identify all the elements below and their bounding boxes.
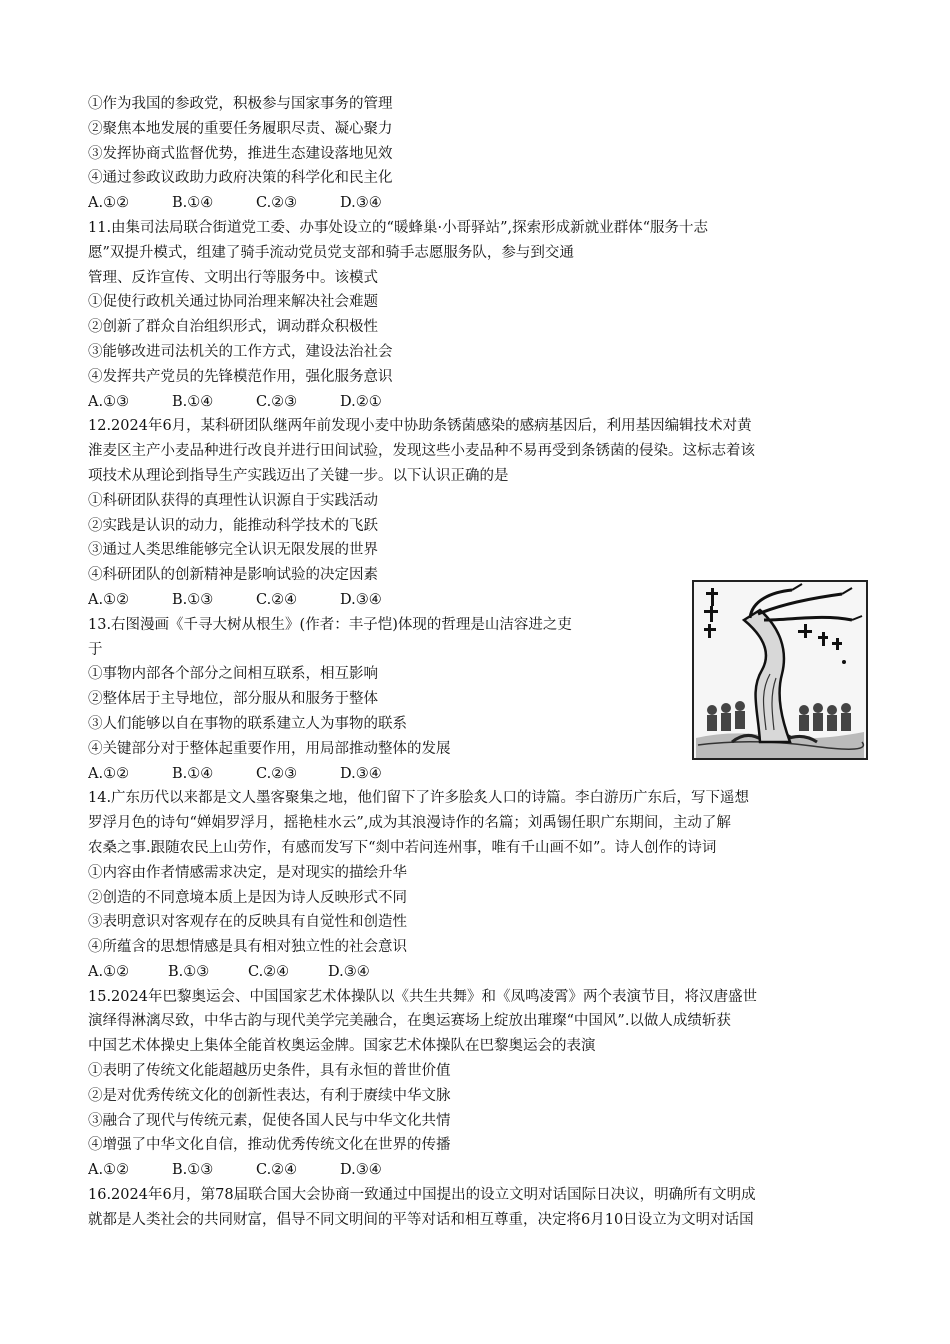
q13-option-a: A.①② — [88, 765, 130, 782]
q11-item-4: ④发挥共产党员的先锋模范作用，强化服务意识 — [88, 368, 393, 385]
q15-item-1: ①表明了传统文化能超越历史条件，具有永恒的普世价值 — [88, 1063, 451, 1080]
q10-options — [88, 191, 868, 216]
q13-option-c: C.②③ — [256, 765, 298, 782]
q11-stem-1: 11.由集司法局联合街道党工委、办事处设立的“暖蜂巢·小哥驿站”,探索形成新就业群体“服务十志 — [88, 219, 709, 236]
cartoon-tree-illustration — [692, 580, 868, 760]
q13-options — [88, 762, 678, 787]
q14-stem-1: 14.广东历代以来都是文人墨客聚集之地，他们留下了许多脍炙人口的诗篇。李白游历广东后，写下遥想 — [88, 790, 750, 807]
tree-cartoon-svg — [692, 580, 868, 760]
q13-option-d: D.③④ — [340, 765, 382, 782]
question-14 — [88, 786, 868, 984]
q12-stem-2: 淮麦区主产小麦品种进行改良并进行田间试验，发现这些小麦品种不易再受到条锈菌的侵染。这标志着该 — [88, 443, 755, 460]
question-11 — [88, 216, 868, 414]
question-15 — [88, 985, 868, 1183]
q15-item-3: ③融合了现代与传统元素，促使各国人民与中华文化共情 — [88, 1112, 451, 1129]
q12-item-1: ①科研团队获得的真理性认识源自于实践活动 — [88, 492, 378, 509]
q11-options — [88, 390, 868, 415]
q12-stem-3: 项技术从理论到指导生产实践迈出了关键一步。以下认识正确的是 — [88, 467, 509, 484]
q13-item-1: ①事物内部各个部分之间相互联系，相互影响 — [88, 666, 378, 683]
q14-item-3: ③表明意识对客观存在的反映具有自觉性和创造性 — [88, 914, 407, 931]
q13-stem-1: 13.右图漫画《千寻大树从根生》(作者：丰子恺)体现的哲理是山洁容进之吏 — [88, 616, 572, 633]
q14-item-1: ①内容由作者情感需求决定，是对现实的描绘升华 — [88, 864, 407, 881]
q14-item-4: ④所蕴含的思想情感是具有相对独立性的社会意识 — [88, 939, 407, 956]
q13-item-2: ②整体居于主导地位，部分服从和服务于整体 — [88, 691, 378, 708]
q15-option-c: C.②④ — [256, 1162, 298, 1179]
q15-option-d: D.③④ — [340, 1162, 382, 1179]
q10-option-d: D.③④ — [340, 195, 382, 212]
q11-stem-2: 愿”双提升模式，组建了骑手流动党员党支部和骑手志愿服务队，参与到交通 — [88, 244, 574, 261]
q15-option-a: A.①② — [88, 1162, 130, 1179]
q10-items — [88, 92, 868, 216]
q14-stem-3: 农桑之事.跟随农民上山劳作，有感而发写下“剡中若问连州事，唯有千山画不如”。诗人创作的诗词 — [88, 839, 717, 856]
q11-option-c: C.②③ — [256, 393, 298, 410]
q16-stem-2: 就都是人类社会的共同财富，倡导不同文明间的平等对话和相互尊重，决定将6月10日设立为文明对话国 — [88, 1211, 754, 1228]
q10-option-c: C.②③ — [256, 195, 298, 212]
q15-option-b: B.①③ — [172, 1162, 214, 1179]
q13-stem-2: 于 — [88, 641, 103, 658]
q15-stem-1: 15.2024年巴黎奥运会、中国国家艺术体操队以《共生共舞》和《凤鸣凌霄》两个表演节目，将汉唐盛世 — [88, 988, 757, 1005]
q12-option-a: A.①② — [88, 591, 130, 608]
q11-option-a: A.①③ — [88, 393, 130, 410]
q10-item-2: ②聚焦本地发展的重要任务履职尽责、凝心聚力 — [88, 120, 393, 137]
q15-stem-3: 中国艺术体操史上集体全能首枚奥运金牌。国家艺术体操队在巴黎奥运会的表演 — [88, 1038, 596, 1055]
q11-stem-3: 管理、反诈宣传、文明出行等服务中。该模式 — [88, 269, 378, 286]
q12-item-3: ③通过人类思维能够完全认识无限发展的世界 — [88, 542, 378, 559]
q12-option-c: C.②④ — [256, 591, 298, 608]
q14-option-a: A.①② — [88, 963, 130, 980]
q11-option-d: D.②① — [340, 393, 382, 410]
q14-options — [88, 960, 868, 985]
q12-option-b: B.①③ — [172, 591, 214, 608]
q15-stem-2: 演绎得淋漓尽致，中华古韵与现代美学完美融合，在奥运赛场上绽放出璀璨“中国风”.以做人成绩斩获 — [88, 1013, 731, 1030]
q12-stem-1: 12.2024年6月，某科研团队继两年前发现小麦中协助条锈菌感染的感病基因后，利用基因编辑技术对黄 — [88, 418, 752, 435]
q10-option-a: A.①② — [88, 195, 130, 212]
q13-item-3: ③人们能够以自在事物的联系建立人为事物的联系 — [88, 715, 407, 732]
q14-option-c: C.②④ — [248, 963, 290, 980]
question-16 — [88, 1183, 868, 1233]
q13-option-b: B.①④ — [172, 765, 214, 782]
q14-stem-2: 罗浮月色的诗句“婵娟罗浮月，摇艳桂水云”,成为其浪漫诗作的名篇；刘禹锡任职广东期间，主动了解 — [88, 815, 731, 832]
q11-option-b: B.①④ — [172, 393, 214, 410]
q15-item-4: ④增强了中华文化自信，推动优秀传统文化在世界的传播 — [88, 1137, 451, 1154]
q14-item-2: ②创造的不同意境本质上是因为诗人反映形式不同 — [88, 889, 407, 906]
q11-item-3: ③能够改进司法机关的工作方式，建设法治社会 — [88, 343, 393, 360]
q12-item-2: ②实践是认识的动力，能推动科学技术的飞跃 — [88, 517, 378, 534]
q10-item-1: ①作为我国的参政党，积极参与国家事务的管理 — [88, 96, 393, 112]
q10-option-b: B.①④ — [172, 195, 214, 212]
q10-item-4: ④通过参政议政助力政府决策的科学化和民主化 — [88, 170, 393, 187]
q13-item-4: ④关键部分对于整体起重要作用，用局部推动整体的发展 — [88, 740, 451, 757]
q15-item-2: ②是对优秀传统文化的创新性表达，有利于赓续中华文脉 — [88, 1087, 451, 1104]
q11-item-1: ①促使行政机关通过协同治理来解决社会难题 — [88, 294, 378, 311]
q14-option-d: D.③④ — [328, 963, 370, 980]
q14-option-b: B.①③ — [168, 963, 210, 980]
q10-item-3: ③发挥协商式监督优势，推进生态建设落地见效 — [88, 145, 393, 162]
q12-option-d: D.③④ — [340, 591, 382, 608]
q16-stem-1: 16.2024年6月，第78届联合国大会协商一致通过中国提出的设立文明对话国际日决议，明确所有文明成 — [88, 1187, 756, 1204]
q15-options — [88, 1158, 868, 1183]
q12-item-4: ④科研团队的创新精神是影响试验的决定因素 — [88, 567, 378, 584]
q11-item-2: ②创新了群众自治组织形式，调动群众积极性 — [88, 319, 378, 336]
